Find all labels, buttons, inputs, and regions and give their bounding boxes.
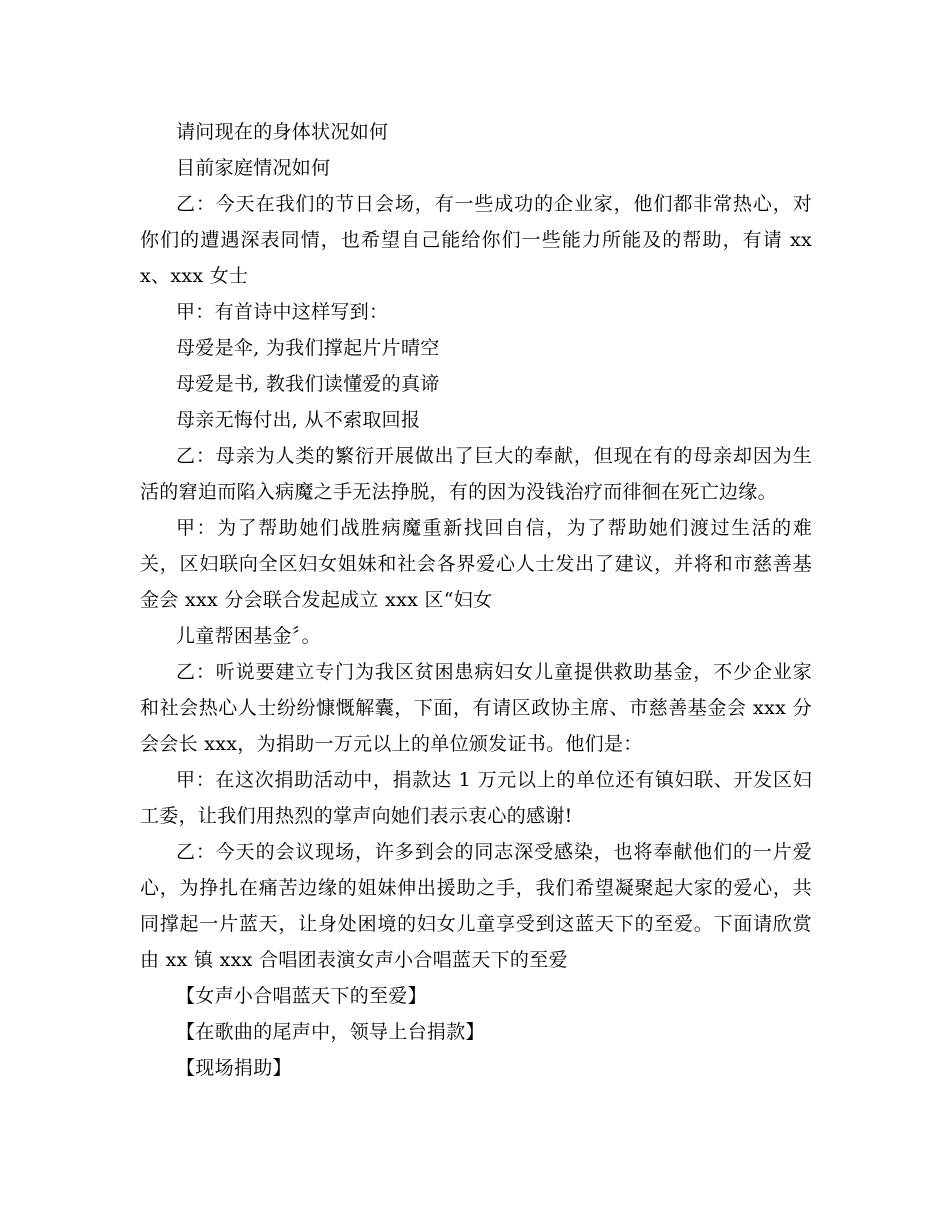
paragraph-health-question: 请问现在的身体状况如何 bbox=[176, 121, 389, 143]
stage-direction-onsite-donation: 【现场捐助】 bbox=[176, 1057, 292, 1079]
paragraph-poem-intro: 甲：有首诗中这样写到： bbox=[176, 301, 389, 323]
poem-line-book: 母爱是书, 教我们读懂爱的真谛 bbox=[176, 373, 440, 395]
document-body bbox=[140, 114, 812, 1086]
poem-line-umbrella: 母爱是伞, 为我们撑起片片晴空 bbox=[176, 337, 440, 359]
paragraph-fund-name-end: 儿童帮困基金〞。 bbox=[176, 625, 321, 647]
paragraph-fund-founding: 甲：为了帮助她们战胜病魔重新找回自信，为了帮助她们渡过生活的难关，区妇联向全区妇女姐妹和社会各界爱心人士发出了建议，并将和市慈善基金会 xxx 分会联合发起成立 xxx 区“妇女 bbox=[140, 517, 812, 611]
poem-line-mother: 母亲无悔付出, 从不索取回报 bbox=[176, 409, 421, 431]
paragraph-entrepreneurs-intro: 乙：今天在我们的节日会场，有一些成功的企业家，他们都非常热心，对你们的遭遇深表同情，也希望自己能给你们一些能力所能及的帮助，有请 xxx、xxx 女士 bbox=[140, 193, 812, 287]
paragraph-family-question: 目前家庭情况如何 bbox=[176, 157, 331, 179]
paragraph-certificates: 乙：听说要建立专门为我区贫困患病妇女儿童提供救助基金，不少企业家和社会热心人士纷纷慷慨解囊，下面，有请区政协主席、市慈善基金会 xxx 分会会长 xxx，为捐助一万元以上的单位颁发证书。他们是： bbox=[140, 661, 812, 755]
stage-direction-leaders-donate: 【在歌曲的尾声中，领导上台捐款】 bbox=[176, 1021, 485, 1043]
paragraph-chorus-intro: 乙：今天的会议现场，许多到会的同志深受感染，也将奉献他们的一片爱心，为挣扎在痛苦边缘的姐妹伸出援助之手，我们希望凝聚起大家的爱心，共同撑起一片蓝天，让身处困境的妇女儿童享受到这蓝天下的至爱。下面请欣赏由 xx 镇 xxx 合唱团表演女声小合唱蓝天下的至爱 bbox=[140, 841, 812, 971]
paragraph-mothers-plight: 乙：母亲为人类的繁衍开展做出了巨大的奉献，但现在有的母亲却因为生活的窘迫而陷入病魔之手无法挣脱，有的因为没钱治疗而徘徊在死亡边缘。 bbox=[140, 445, 812, 503]
stage-direction-chorus: 【女声小合唱蓝天下的至爱】 bbox=[176, 985, 427, 1007]
paragraph-thanks-donors: 甲：在这次捐助活动中，捐款达 1 万元以上的单位还有镇妇联、开发区妇工委，让我们用热烈的掌声向她们表示衷心的感谢! bbox=[140, 769, 812, 827]
